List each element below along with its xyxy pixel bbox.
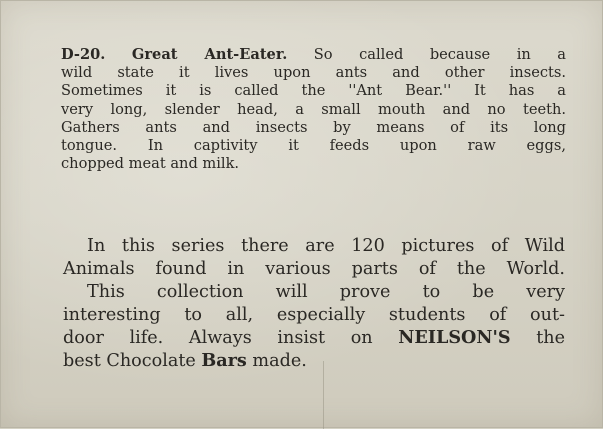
entry-title: Great Ant-Eater.: [131, 46, 288, 63]
entry-line-3: Sometimes it is called the ''Ant Bear.'' It has a: [61, 82, 566, 100]
entry-code: D-20.: [61, 46, 106, 63]
product-name: Bars: [201, 349, 247, 371]
series-line-4: interesting to all, especially students of out-: [63, 304, 565, 325]
entry-line-2: wild state it lives upon ants and other insects.: [61, 64, 566, 82]
entry-line-1: [61, 46, 566, 64]
series-note: [63, 235, 565, 372]
series-text-7: made.: [246, 350, 307, 371]
entry-text-1: So called because in a: [287, 46, 567, 63]
entry-line-5: Gathers ants and insects by means of its long: [61, 118, 566, 136]
entry-description: [61, 46, 566, 173]
series-text-5: door life. Always insist on: [63, 327, 399, 348]
series-line-2: Animals found in various parts of the World.: [63, 258, 565, 279]
series-text-6: best Chocolate: [63, 350, 202, 371]
series-line-1: In this series there are 120 pictures of Wild: [87, 236, 565, 256]
entry-line-4: very long, slender head, a small mouth and no teeth.: [61, 100, 566, 118]
entry-line-6: tongue. In captivity it feeds upon raw eggs,: [61, 137, 566, 155]
series-line-5: [63, 327, 565, 350]
series-line-6: [63, 350, 565, 373]
brand-name: NEILSON'S: [398, 326, 511, 348]
series-line-3: This collection will prove to be very: [87, 281, 565, 302]
brand-suffix: the: [510, 327, 566, 348]
entry-line-7: chopped meat and milk.: [61, 155, 240, 173]
